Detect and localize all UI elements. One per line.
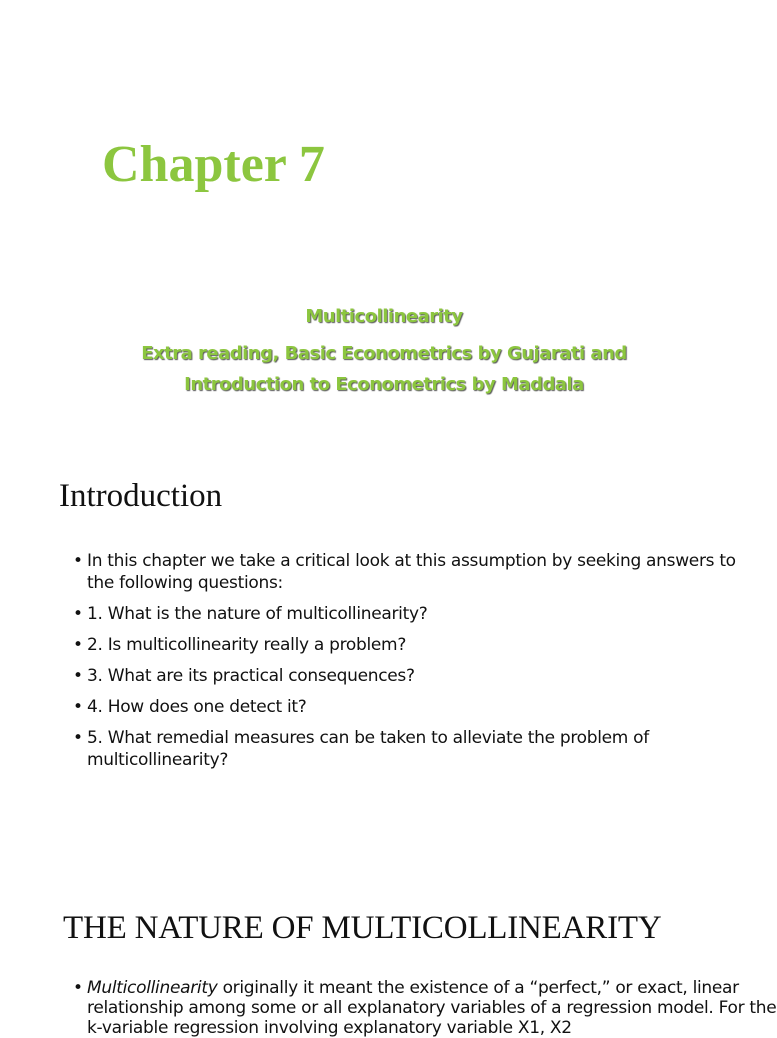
bullet-text: 2. Is multicollinearity really a problem? <box>87 635 407 655</box>
bullet-glyph: • <box>73 604 83 624</box>
nature-slide <box>0 870 777 1038</box>
subtitle-topic: Multicollinearity <box>305 306 463 327</box>
bullet-glyph: • <box>73 728 83 748</box>
term-multicollinearity: Multicollinearity <box>87 978 218 998</box>
bullet-glyph: • <box>73 697 83 717</box>
bullet-text: 1. What is the nature of multicollinearity? <box>87 604 428 624</box>
bullet-text: In this chapter we take a critical look at this assumption by seeking answers to the following questions: <box>87 551 736 593</box>
introduction-slide <box>0 450 768 870</box>
chapter-title: Chapter 7 <box>102 136 325 193</box>
bullet-glyph: • <box>73 635 83 655</box>
bullet-item <box>58 665 738 687</box>
nature-definition-text <box>58 978 777 1038</box>
subtitle-reading-line-2: Introduction to Econometrics by Maddala <box>184 374 584 395</box>
bullet-text: 3. What are its practical consequences? <box>87 666 415 686</box>
bullet-item <box>58 634 738 656</box>
bullet-text: 4. How does one detect it? <box>87 697 307 717</box>
title-slide <box>0 0 768 450</box>
bullet-item <box>58 550 738 594</box>
bullet-glyph: • <box>73 551 83 571</box>
bullet-item <box>58 696 738 718</box>
nature-heading: THE NATURE OF MULTICOLLINEARITY <box>63 910 662 946</box>
introduction-bullet-list <box>58 550 738 780</box>
subtitle-reading-line-1: Extra reading, Basic Econometrics by Gujarati and <box>141 343 627 364</box>
bullet-text: 5. What remedial measures can be taken to alleviate the problem of multicollinearity? <box>87 728 649 770</box>
bullet-glyph: • <box>73 666 83 686</box>
bullet-item <box>58 603 738 625</box>
introduction-heading: Introduction <box>59 478 223 514</box>
bullet-glyph: • <box>73 978 83 998</box>
bullet-item <box>58 727 738 771</box>
definition-body: originally it meant the existence of a “perfect,” or exact, linear relationship among some or all explanatory variables of a regression model. For the k-variable regression involving explanatory variable X1, X2 <box>87 978 777 1038</box>
